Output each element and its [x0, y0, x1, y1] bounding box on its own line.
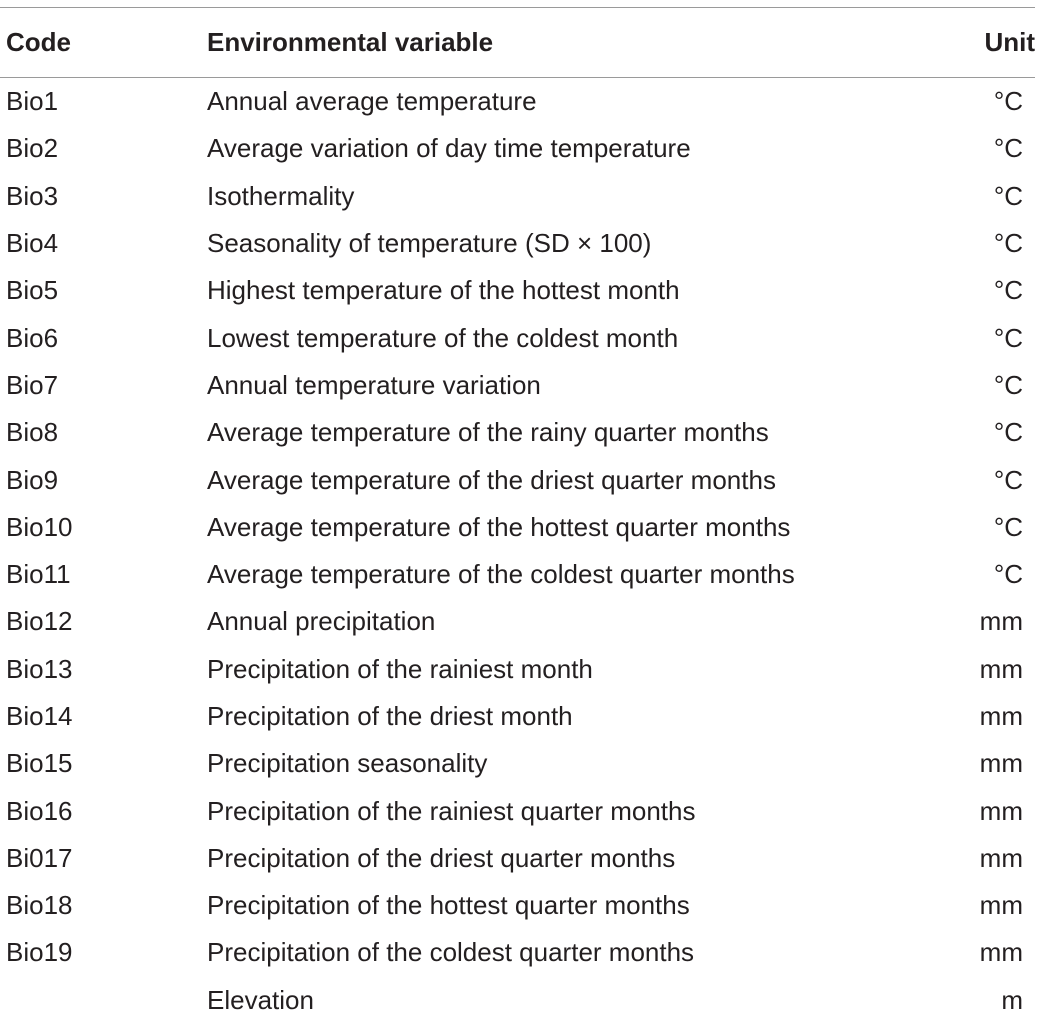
header-row — [0, 8, 1035, 78]
header-environmental-variable: Environmental variable — [207, 27, 494, 57]
cell-environmental-variable: Isothermality — [207, 180, 355, 211]
table-header — [0, 8, 1035, 78]
cell-environmental-variable: Precipitation of the coldest quarter months — [207, 937, 695, 968]
cell-code: Bio11 — [6, 559, 71, 590]
cell-environmental-variable: Precipitation seasonality — [207, 748, 488, 779]
table-row — [0, 787, 1035, 834]
cell-environmental-variable: Precipitation of the rainiest month — [207, 653, 593, 684]
table-row — [0, 267, 1035, 314]
cell-environmental-variable: Average temperature of the driest quarter months — [207, 464, 776, 495]
cell-unit: mm — [979, 653, 1023, 684]
cell-unit: mm — [979, 748, 1023, 779]
cell-environmental-variable: Precipitation of the hottest quarter months — [207, 890, 690, 921]
cell-unit: mm — [979, 842, 1023, 873]
table-row — [0, 173, 1035, 220]
cell-code: Bio3 — [6, 180, 59, 211]
table-row — [0, 362, 1035, 409]
table-row — [0, 977, 1035, 1024]
environmental-variables-table — [0, 7, 1035, 1024]
cell-environmental-variable: Annual precipitation — [207, 606, 436, 637]
cell-code: Bio2 — [6, 133, 59, 164]
table-row — [0, 220, 1035, 267]
table-body — [0, 78, 1035, 1024]
cell-code: Bio9 — [6, 464, 59, 495]
header-code: Code — [6, 27, 71, 57]
cell-unit: °C — [993, 511, 1023, 542]
cell-code: Bio19 — [6, 937, 73, 968]
cell-code: Bio10 — [6, 511, 73, 542]
cell-environmental-variable: Elevation — [207, 984, 314, 1015]
table-row — [0, 740, 1035, 787]
cell-environmental-variable: Seasonality of temperature (SD × 100) — [207, 228, 652, 259]
cell-unit: mm — [979, 701, 1023, 731]
cell-unit: °C — [993, 464, 1023, 495]
table-row — [0, 409, 1035, 456]
table-row — [0, 551, 1035, 598]
cell-environmental-variable: Average temperature of the coldest quarter months — [207, 559, 795, 590]
cell-code: Bio13 — [6, 653, 73, 684]
cell-code: Bio16 — [6, 795, 73, 826]
cell-unit: °C — [993, 417, 1023, 448]
cell-code: Bio18 — [6, 890, 73, 921]
cell-code: Bio7 — [6, 369, 59, 400]
cell-environmental-variable: Average variation of day time temperature — [207, 133, 691, 164]
cell-unit: °C — [993, 133, 1023, 164]
table-row — [0, 598, 1035, 645]
table-row — [0, 835, 1035, 882]
cell-unit: °C — [993, 228, 1023, 259]
cell-environmental-variable: Precipitation of the driest quarter months — [207, 842, 676, 873]
cell-code: Bio5 — [6, 275, 59, 306]
cell-code: Bio4 — [6, 228, 59, 259]
cell-environmental-variable: Annual average temperature — [207, 86, 537, 117]
cell-unit: mm — [979, 937, 1023, 968]
cell-environmental-variable: Precipitation of the driest month — [207, 701, 573, 731]
table-row — [0, 78, 1035, 126]
cell-environmental-variable: Precipitation of the rainiest quarter months — [207, 795, 696, 826]
cell-environmental-variable: Lowest temperature of the coldest month — [207, 322, 679, 353]
table-row — [0, 646, 1035, 693]
cell-unit: °C — [993, 86, 1023, 117]
cell-unit: °C — [993, 275, 1023, 306]
cell-code: Bio6 — [6, 322, 59, 353]
table-row — [0, 125, 1035, 172]
cell-unit: mm — [979, 795, 1023, 826]
cell-code: Bio8 — [6, 417, 59, 448]
table-row — [0, 693, 1035, 740]
cell-environmental-variable: Average temperature of the hottest quarter months — [207, 511, 791, 542]
cell-environmental-variable: Average temperature of the rainy quarter months — [207, 417, 769, 448]
cell-unit: m — [1001, 984, 1023, 1015]
cell-code: Bio15 — [6, 748, 73, 779]
header-unit: Unit — [984, 27, 1035, 57]
cell-unit: mm — [979, 890, 1023, 921]
cell-code: Bi017 — [6, 842, 73, 873]
table-row — [0, 456, 1035, 503]
cell-unit: °C — [993, 559, 1023, 590]
cell-unit: °C — [993, 369, 1023, 400]
table-row — [0, 929, 1035, 976]
cell-code — [0, 977, 207, 1024]
cell-code: Bio12 — [6, 606, 73, 637]
cell-code: Bio1 — [6, 86, 59, 117]
cell-code: Bio14 — [6, 701, 73, 731]
table-row — [0, 882, 1035, 929]
table-row — [0, 504, 1035, 551]
cell-unit: °C — [993, 180, 1023, 211]
table-row — [0, 314, 1035, 361]
cell-unit: mm — [979, 606, 1023, 637]
cell-environmental-variable: Highest temperature of the hottest month — [207, 275, 680, 306]
cell-environmental-variable: Annual temperature variation — [207, 369, 541, 400]
cell-unit: °C — [993, 322, 1023, 353]
